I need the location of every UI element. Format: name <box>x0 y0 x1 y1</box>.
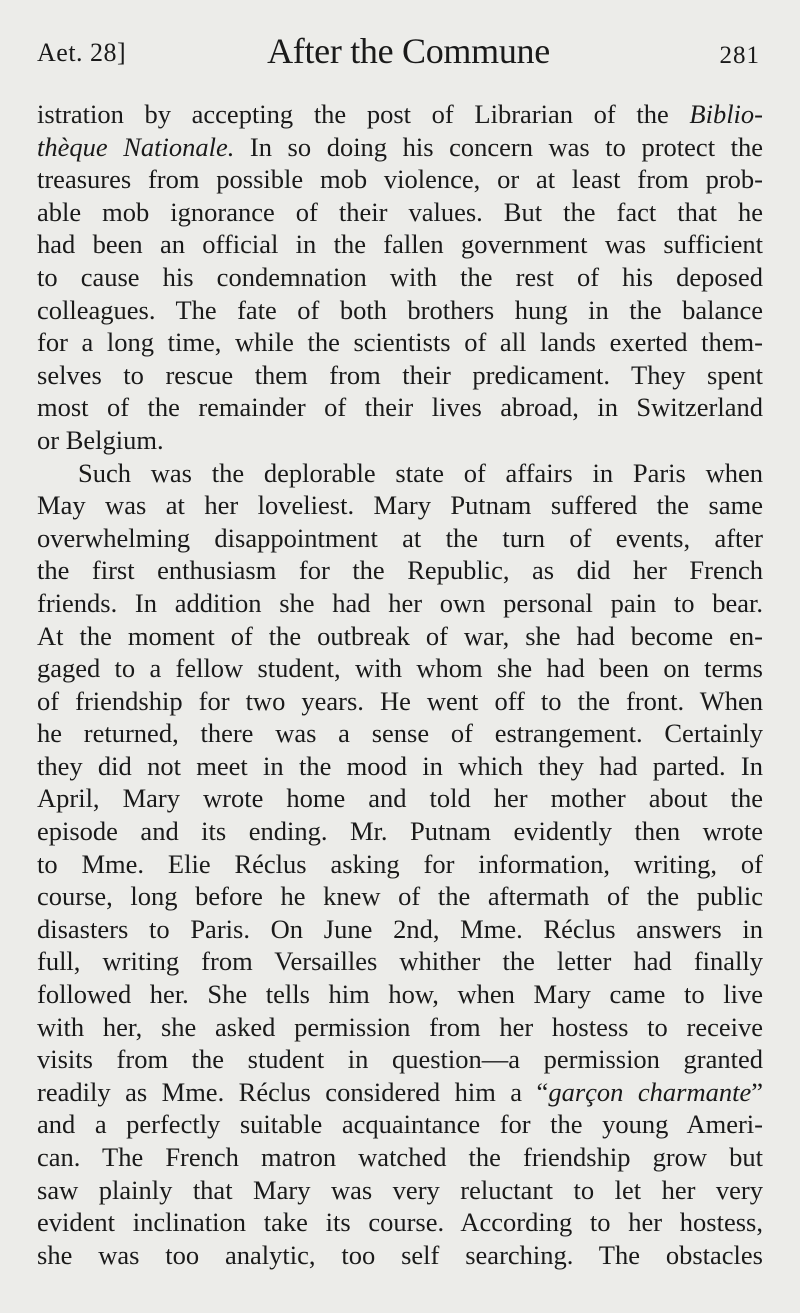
line-text: most of the remainder of their lives abroad, in Switzerland <box>37 392 763 423</box>
text-line <box>37 554 763 587</box>
text-line <box>37 294 763 327</box>
line-text: May was at her loveliest. Mary Putnam suffered the same <box>37 490 763 521</box>
text-line <box>37 1108 763 1141</box>
text-line <box>37 782 763 815</box>
italic-text: garçon charmante <box>548 1076 752 1107</box>
line-text: saw plainly that Mary was very reluctant to let her very <box>37 1174 763 1205</box>
text-line <box>37 196 763 229</box>
running-head <box>37 30 760 80</box>
line-text: istration by accepting the post of Librarian of the <box>37 99 690 129</box>
text-line <box>37 848 763 881</box>
text-line <box>37 1141 763 1174</box>
line-text: selves to rescue them from their predicament. They spent <box>37 359 763 390</box>
text-line <box>37 228 763 261</box>
line-text: episode and its ending. Mr. Putnam evidently then wrote <box>37 816 763 847</box>
text-line <box>37 1011 763 1044</box>
line-text: and a perfectly suitable acquaintance for the young Ameri- <box>37 1109 763 1140</box>
text-line <box>37 1174 763 1207</box>
line-text: had been an official in the fallen government was sufficient <box>37 229 763 260</box>
line-text: with her, she asked permission from her hostess to receive <box>37 1011 763 1042</box>
line-text: At the moment of the outbreak of war, she had become en- <box>37 620 763 651</box>
text-line <box>37 98 763 131</box>
line-text: to cause his condemnation with the rest of his deposed <box>37 261 763 292</box>
text-line <box>37 326 763 359</box>
text-line <box>37 620 763 653</box>
line-text: they did not meet in the mood in which they had parted. In <box>37 750 763 781</box>
text-line <box>37 522 763 555</box>
line-text: followed her. She tells him how, when Mary came to live <box>37 979 763 1010</box>
line-text: of friendship for two years. He went off to the front. When <box>37 685 763 716</box>
line-text: or Belgium. <box>37 424 164 455</box>
text-line <box>37 391 763 424</box>
text-line <box>37 1206 763 1239</box>
text-line <box>37 717 763 750</box>
text-line <box>37 978 763 1011</box>
text-line <box>37 750 763 783</box>
page-number: 281 <box>719 42 760 69</box>
line-text: gaged to a fellow student, with whom she had been on terms <box>37 653 763 684</box>
line-text: Such was the deplorable state of affairs in Paris when <box>78 457 763 488</box>
text-line <box>37 424 763 457</box>
text-line <box>37 587 763 620</box>
text-line <box>37 685 763 718</box>
text-line <box>37 489 763 522</box>
line-text: readily as Mme. Réclus considered him a “ <box>37 1076 549 1107</box>
text-line <box>37 913 763 946</box>
text-line <box>37 261 763 294</box>
line-text: In so doing his concern was to protect the <box>234 131 763 162</box>
body-text <box>37 98 763 1271</box>
line-text: able mob ignorance of their values. But the fact that he <box>37 196 763 227</box>
line-text: visits from the student in question—a permission granted <box>37 1044 763 1075</box>
text-line <box>37 359 763 392</box>
text-line <box>37 1043 763 1076</box>
line-text: disasters to Paris. On June 2nd, Mme. Réclus answers in <box>37 913 763 944</box>
line-text: can. The French matron watched the friendship grow but <box>37 1142 763 1172</box>
line-text: she was too analytic, too self searching. The obstacles <box>37 1239 763 1270</box>
line-text: to Mme. Elie Réclus asking for information, writing, of <box>37 848 763 879</box>
text-line <box>37 652 763 685</box>
text-line <box>37 131 763 164</box>
text-line <box>37 880 763 913</box>
text-line <box>37 457 763 490</box>
text-line <box>37 1239 763 1272</box>
italic-text: thèque Nationale. <box>37 131 235 162</box>
line-text: full, writing from Versailles whither the letter had finally <box>37 946 763 977</box>
line-text: ” <box>751 1076 763 1107</box>
line-text: the first enthusiasm for the Republic, as did her French <box>37 555 763 586</box>
line-text: evident inclination take its course. According to her hostess, <box>37 1207 763 1238</box>
line-text: course, long before he knew of the aftermath of the public <box>37 881 763 912</box>
italic-text: Biblio- <box>689 99 763 129</box>
text-line <box>37 163 763 196</box>
text-line <box>37 1076 763 1109</box>
text-line <box>37 815 763 848</box>
line-text: for a long time, while the scientists of all lands exerted them- <box>37 327 763 358</box>
line-text: overwhelming disappointment at the turn of events, after <box>37 522 763 553</box>
line-text: he returned, there was a sense of estrangement. Certainly <box>37 718 763 749</box>
running-head-left: Aet. 28] <box>37 38 127 67</box>
line-text: friends. In addition she had her own personal pain to bear. <box>37 587 763 618</box>
line-text: treasures from possible mob violence, or at least from prob- <box>37 164 763 195</box>
text-line <box>37 945 763 978</box>
line-text: April, Mary wrote home and told her mother about the <box>37 783 763 814</box>
line-text: colleagues. The fate of both brothers hung in the balance <box>37 294 763 325</box>
chapter-title: After the Commune <box>267 31 550 71</box>
